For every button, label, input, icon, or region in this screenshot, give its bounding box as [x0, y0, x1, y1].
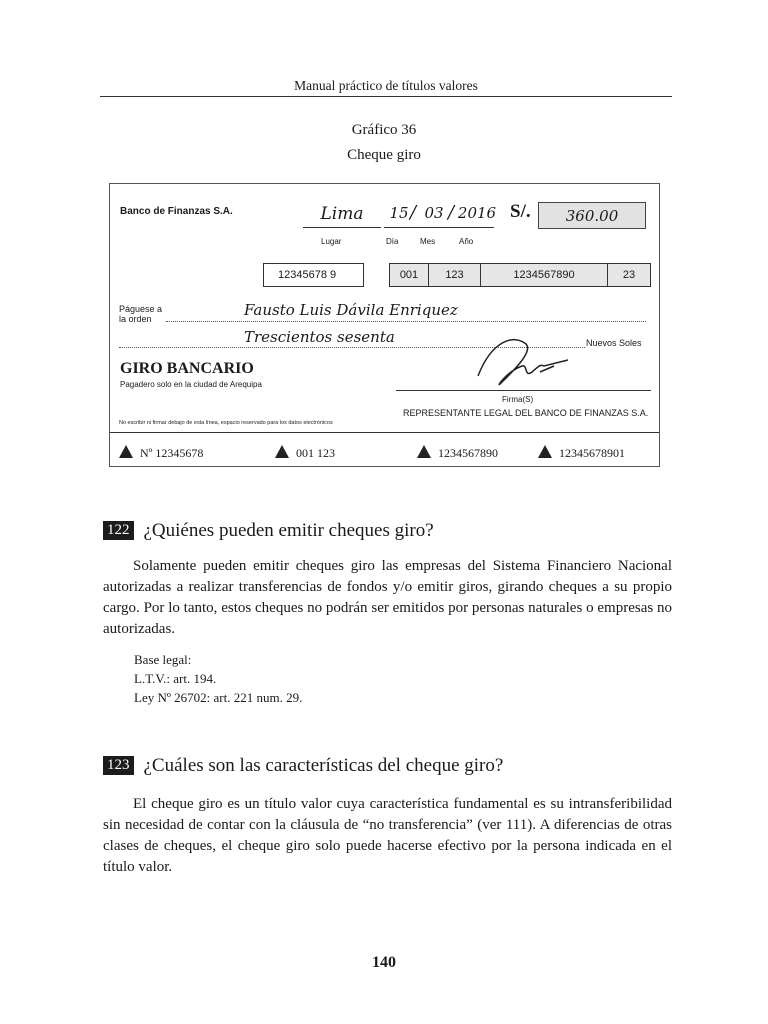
amount-box: 360.00: [538, 202, 646, 229]
payee-name: Fausto Luis Dávila Enriquez: [244, 301, 458, 319]
year-label: Año: [459, 237, 474, 246]
date-year: 2016: [457, 204, 497, 222]
running-header: Manual práctico de títulos valores: [294, 78, 478, 93]
code-cell: 123: [428, 263, 481, 287]
cheque-type: GIRO BANCARIO: [120, 360, 254, 377]
legal-basis-item: L.T.V.: art. 194.: [134, 671, 217, 686]
date-separator: /: [410, 202, 417, 223]
fine-print: No escribir ni firmar debajo de esta línea, espacio reservado para los datos electrónicos: [119, 420, 333, 426]
cheque-illustration: [109, 183, 660, 467]
section-heading: [103, 755, 673, 777]
pay-to-label: Páguese a la orden: [119, 304, 163, 324]
section-number: 122: [103, 521, 134, 540]
payee-line: [166, 321, 646, 322]
date-separator: /: [448, 202, 455, 223]
signature-line: [396, 390, 651, 391]
micr-field-3: 1234567890: [417, 445, 498, 461]
section-paragraph: El cheque giro es un título valor cuya característica fundamental es su intransferibilidad sin necesidad de contar con la cláusula de “no transferencia” (ver 111). A diferencias de otras clases de cheques, el cheque giro solo puede hacerse efectivo por la persona indicada en el título valor.: [103, 796, 672, 875]
section-title: ¿Quiénes pueden emitir cheques giro?: [143, 520, 434, 541]
bank-logo-icon: [417, 445, 431, 458]
section-paragraph: Solamente pueden emitir cheques giro las empresas del Sistema Financiero Nacional autorizadas a realizar transferencias de fondos y/o emitir giros, girando cheques a su propio cargo. Por lo tanto, estos cheques no podrán ser emitidos por personas naturales o empresas no autorizadas.: [103, 558, 672, 637]
amount-in-words: Trescientos sesenta: [244, 328, 395, 346]
legal-basis-item: Ley Nº 26702: art. 221 num. 29.: [134, 690, 303, 705]
representative-label: REPRESENTANTE LEGAL DEL BANCO DE FINANZAS S.A.: [403, 408, 649, 418]
header-rule: [100, 96, 672, 97]
section-number: 123: [103, 756, 134, 775]
micr-field-4: 12345678901: [538, 445, 625, 461]
place-line: [303, 227, 381, 228]
date-day: 15: [389, 204, 409, 222]
legal-basis-title: Base legal:: [134, 652, 192, 667]
figure-number: Gráfico 36: [351, 122, 417, 138]
bank-logo-icon: [119, 445, 133, 458]
cheque-place: Lima: [320, 204, 364, 224]
figure-title: Cheque giro: [347, 147, 421, 163]
date-month: 03: [424, 204, 444, 222]
code-cell: 23: [607, 263, 651, 287]
bank-logo-icon: [275, 445, 289, 458]
payable-note: Pagadero solo en la ciudad de Arequipa: [120, 380, 262, 389]
micr-field-1: Nº 12345678: [119, 445, 203, 461]
micr-separator: [110, 432, 659, 433]
legal-basis: [134, 650, 302, 707]
day-label: Día: [386, 237, 399, 246]
code-cell: 001: [389, 263, 429, 287]
signature-label: Firma(S): [502, 395, 534, 404]
micr-field-2: 001 123: [275, 445, 335, 461]
section-title: ¿Cuáles son las características del cheque giro?: [143, 755, 504, 776]
bank-name: Banco de Finanzas S.A.: [120, 206, 233, 217]
page-number: 140: [372, 954, 396, 971]
bank-logo-icon: [538, 445, 552, 458]
month-label: Mes: [420, 237, 436, 246]
check-number-box: 12345678 9: [263, 263, 364, 287]
code-cell: 1234567890: [480, 263, 608, 287]
currency-symbol: S/.: [510, 201, 531, 222]
currency-words: Nuevos Soles: [586, 338, 642, 348]
place-label: Lugar: [321, 237, 342, 246]
section-heading: [103, 520, 673, 542]
date-line: [384, 227, 494, 228]
signature-image: [470, 332, 580, 394]
